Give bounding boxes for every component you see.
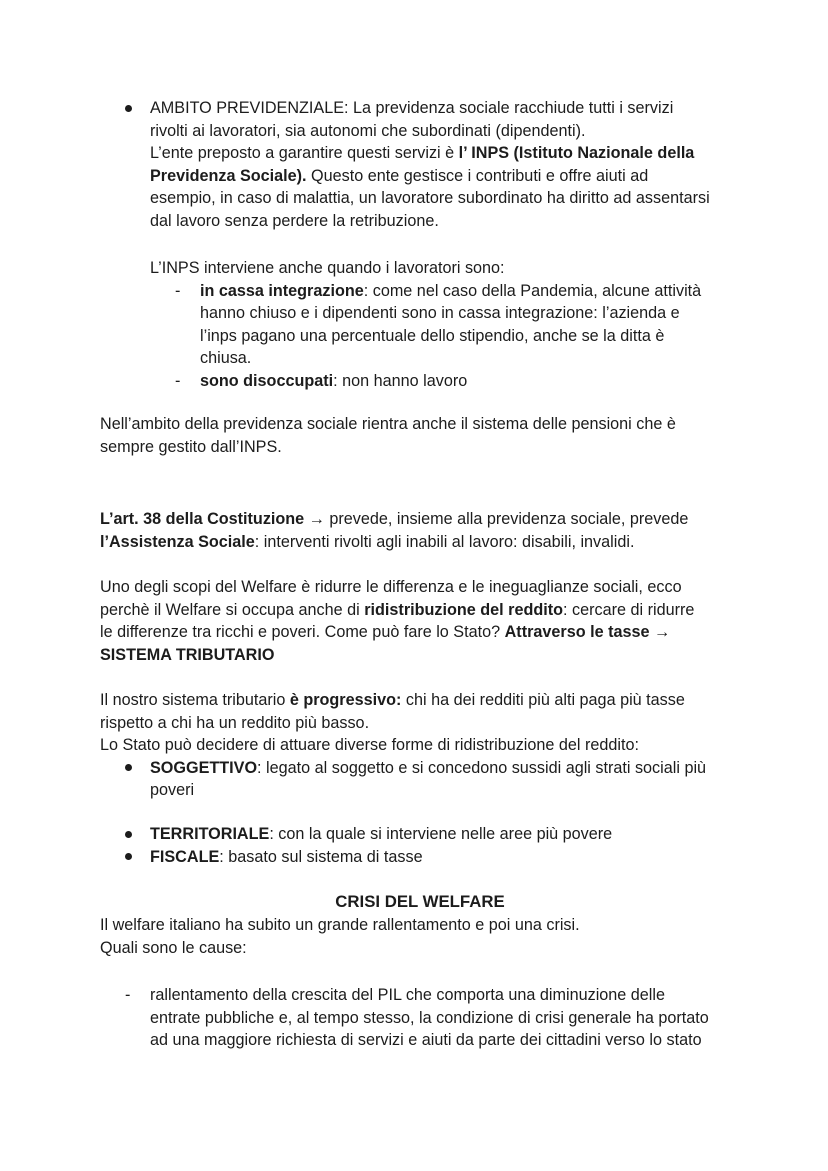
bullet-icon [125,105,132,112]
dash-item-rallentamento: - rallentamento della crescita del PIL che comporta una diminuzione delle [100,984,740,1007]
ambito-previdenziale-block: AMBITO PREVIDENZIALE: La previdenza sociale racchiude tutti i servizi rivolti ai lavoratori, sia autonomi che subordinati (dipendenti). L’ente preposto a garantire questi servizi è l’ INPS (Istituto Nazionale della Previdenza Sociale). Questo ente gestisce i contributi e offre aiuti ad esempio, in caso di malattia, un lavoratore subordinato ha diritto ad assentarsi dal lavoro senza perdere la retribuzione. [100,97,740,232]
bullet-item-soggettivo: SOGGETTIVO: legato al soggetto e si concedono sussidi agli strati sociali più [100,757,740,780]
bullet-item-fiscale: FISCALE: basato sul sistema di tasse [100,846,740,869]
welfare-paragraph: Uno degli scopi del Welfare è ridurre le differenza e le ineguaglianze sociali, ecco perchè il Welfare si occupa anche di ridistribuzione del reddito: cercare di ridurre le differenze tra ricchi e poveri. Come può fare lo Stato? Attraverso le tasse → SISTEMA TRIBUTARIO [100,578,695,664]
inps-interventions-block: L’INPS interviene anche quando i lavoratori sono: - in cassa integrazione: come nel caso della Pandemia, alcune attività hanno chiuso e i dipendenti sono in cassa integrazione: l’azienda e l’inps pagano una percentuale dello stipendio, anche se la ditta è chiusa. - sono disoccupati: non hanno lavoro [100,257,740,392]
distribution-forms-list [100,823,740,868]
dash-icon: - [175,281,181,300]
bullet-icon [125,764,132,771]
dash-icon: - [125,986,131,1004]
bullet-item: AMBITO PREVIDENZIALE: La previdenza sociale racchiude tutti i servizi [100,97,740,120]
bullet-item-territoriale: TERRITORIALE: con la quale si interviene nelle aree più povere [100,823,740,846]
crisi-intro-paragraph: Il welfare italiano ha subito un grande rallentamento e poi una crisi. Quali sono le cause: [100,916,580,957]
crisi-causes-list: - rallentamento della crescita del PIL che comporta una diminuzione delle entrate pubbliche e, al tempo stesso, la condizione di crisi generale ha portato ad una maggiore richiesta di servizi e aiuti da parte dei cittadini verso lo stato [100,984,740,1052]
dash-item-cassa-integrazione: - in cassa integrazione: come nel caso della Pandemia, alcune attività [100,280,740,303]
art38-paragraph: L’art. 38 della Costituzione → prevede, insieme alla previdenza sociale, prevede l’Assistenza Sociale: interventi rivolti agli inabili al lavoro: disabili, invalidi. [100,510,689,551]
dash-icon: - [175,371,181,390]
bullet-icon [125,853,132,860]
pensioni-paragraph: Nell’ambito della previdenza sociale rientra anche il sistema delle pensioni che è sempre gestito dall’INPS. [100,415,676,456]
sistema-tributario-paragraph: Il nostro sistema tributario è progressivo: chi ha dei redditi più alti paga più tasse rispetto a chi ha un reddito più basso. Lo Stato può decidere di attuare diverse forme di ridistribuzione del reddito: SOGGETTIVO: legato al soggetto e si concedono sussidi agli strati sociali più poveri [100,689,740,802]
bullet-icon [125,831,132,838]
section-title-crisi-welfare: CRISI DEL WELFARE [335,892,505,911]
dash-item-disoccupati: - sono disoccupati: non hanno lavoro [100,370,740,393]
